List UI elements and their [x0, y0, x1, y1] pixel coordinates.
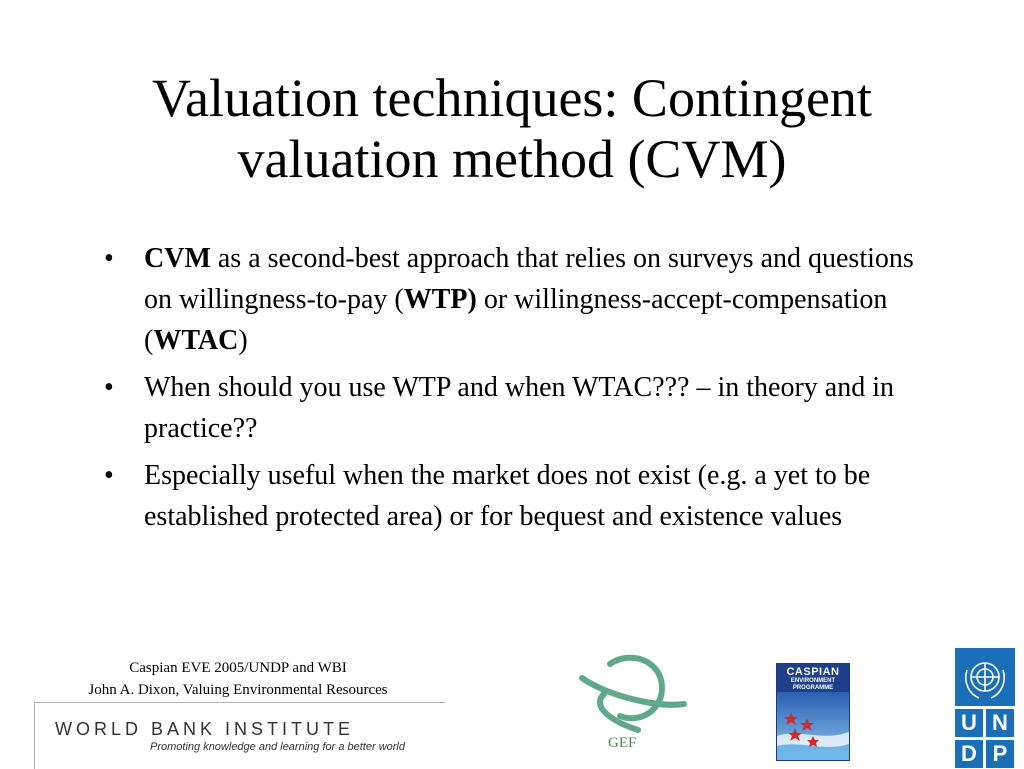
undp-logo: [955, 648, 1015, 768]
bullet-item-cvm: [100, 238, 920, 361]
wbi-name: WORLD BANK INSTITUTE: [55, 719, 355, 739]
bullet-text: ): [238, 325, 248, 356]
caspian-line-1: CASPIAN: [786, 666, 840, 678]
undp-letter-p: P: [986, 740, 1014, 768]
undp-letter-n: N: [986, 709, 1014, 737]
footer-line-2: John A. Dixon, Valuing Environmental Resources: [88, 682, 388, 698]
title-line-1: Valuation techniques: Contingent: [152, 68, 872, 128]
bullet-list: [100, 238, 920, 543]
caspian-logo-header: [777, 664, 849, 695]
footer-line-1: Caspian EVE 2005/UNDP and WBI: [129, 660, 347, 676]
undp-letter-u: U: [955, 709, 983, 737]
wbi-tagline: Promoting knowledge and learning for a better world: [150, 741, 405, 753]
term-wtp: WTP): [403, 284, 477, 315]
bullet-item-wtp-vs-wtac: • When should you use WTP and when WTAC??? – in theory and in practice??: [100, 367, 920, 449]
undp-emblem: [955, 648, 1015, 706]
caspian-line-2: ENVIRONMENT: [790, 678, 836, 684]
term-wtac: WTAC: [153, 325, 239, 356]
undp-letter-d: D: [955, 740, 983, 768]
caspian-sea-icon: [777, 692, 849, 760]
un-emblem-icon: [955, 648, 1015, 706]
bullet-text: as a second-best approach that relies on surveys and questions on willingness-to-pay (: [144, 243, 914, 315]
bullet-text: or willingness-accept-compensation (: [144, 284, 888, 356]
slide-title: [40, 68, 984, 190]
bullet-item-usefulness: • Especially useful when the market does not exist (e.g. a yet to be established protected area) or for bequest and existence values: [100, 455, 920, 537]
term-cvm: CVM: [144, 243, 211, 274]
title-line-2: valuation method (CVM): [237, 129, 787, 189]
caspian-line-3: PROGRAMME: [792, 685, 834, 691]
footer-credits: [30, 657, 446, 701]
gef-label: GEF: [608, 735, 637, 751]
caspian-environment-programme-logo: [776, 663, 850, 761]
world-bank-institute-logo: [34, 702, 445, 769]
gef-globe-logo-icon: [574, 652, 694, 737]
